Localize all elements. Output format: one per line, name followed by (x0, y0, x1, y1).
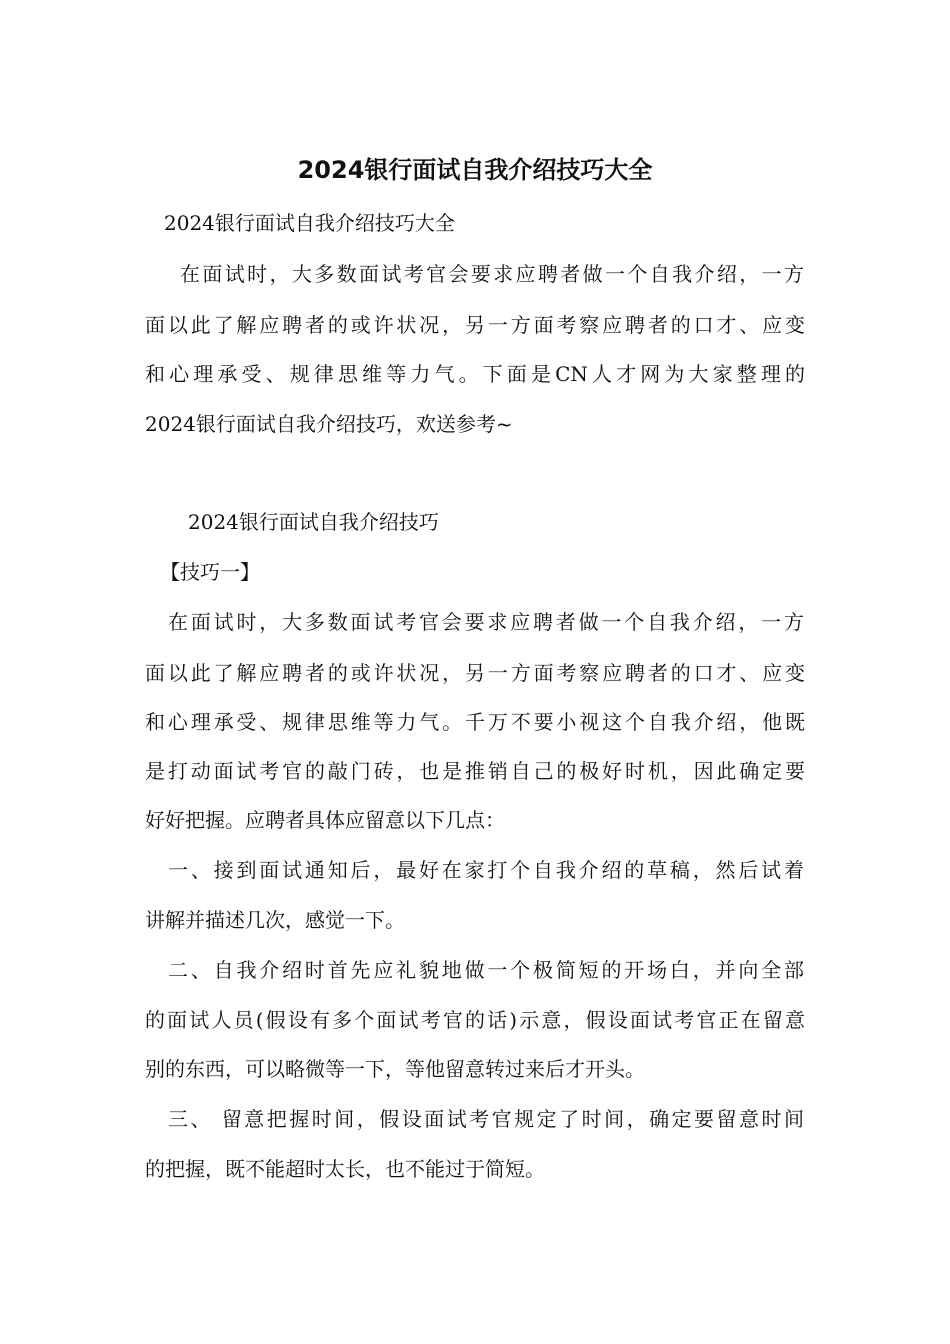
intro-line-3: 和心理承受、规律思维等力气。下面是CN人才网为大家整理的 (145, 362, 805, 386)
tip-paragraph-line-5: 好好把握。应聘者具体应留意以下几点： (145, 808, 505, 832)
intro-line-1: 在面试时，大多数面试考官会要求应聘者做一个自我介绍，一方 (180, 262, 804, 286)
point-three-line-2: 的把握，既不能超时太长，也不能过于简短。 (145, 1157, 545, 1181)
point-two-line-3: 别的东西，可以略微等一下，等他留意转过来后才开头。 (145, 1057, 645, 1081)
tip-paragraph-line-1: 在面试时，大多数面试考官会要求应聘者做一个自我介绍，一方 (168, 610, 804, 634)
point-two-line-1: 二、自我介绍时首先应礼貌地做一个极简短的开场白，并向全部 (168, 958, 804, 982)
intro-line-2: 面以此了解应聘者的或许状况，另一方面考察应聘者的口才、应变 (145, 313, 805, 337)
point-three-line-1: 三、 留意把握时间，假设面试考官规定了时间，确定要留意时间 (168, 1107, 804, 1131)
document-title: 2024银行面试自我介绍技巧大全 (297, 156, 653, 184)
point-two-line-2: 的面试人员(假设有多个面试考官的话)示意，假设面试考官正在留意 (145, 1008, 805, 1032)
tip-paragraph-line-4: 是打动面试考官的敲门砖，也是推销自己的极好时机，因此确定要 (145, 759, 805, 783)
tip-paragraph-line-2: 面以此了解应聘者的或许状况，另一方面考察应聘者的口才、应变 (145, 661, 805, 685)
tip-label: 【技巧一】 (160, 560, 260, 584)
point-one-line-1: 一、接到面试通知后，最好在家打个自我介绍的草稿，然后试着 (168, 858, 804, 882)
document-subtitle: 2024银行面试自我介绍技巧大全 (164, 211, 455, 235)
tip-paragraph-line-3: 和心理承受、规律思维等力气。千万不要小视这个自我介绍，他既 (145, 710, 805, 734)
intro-line-4: 2024银行面试自我介绍技巧，欢送参考~ (145, 412, 513, 436)
section-heading: 2024银行面试自我介绍技巧 (188, 510, 439, 534)
point-one-line-2: 讲解并描述几次，感觉一下。 (145, 908, 405, 932)
